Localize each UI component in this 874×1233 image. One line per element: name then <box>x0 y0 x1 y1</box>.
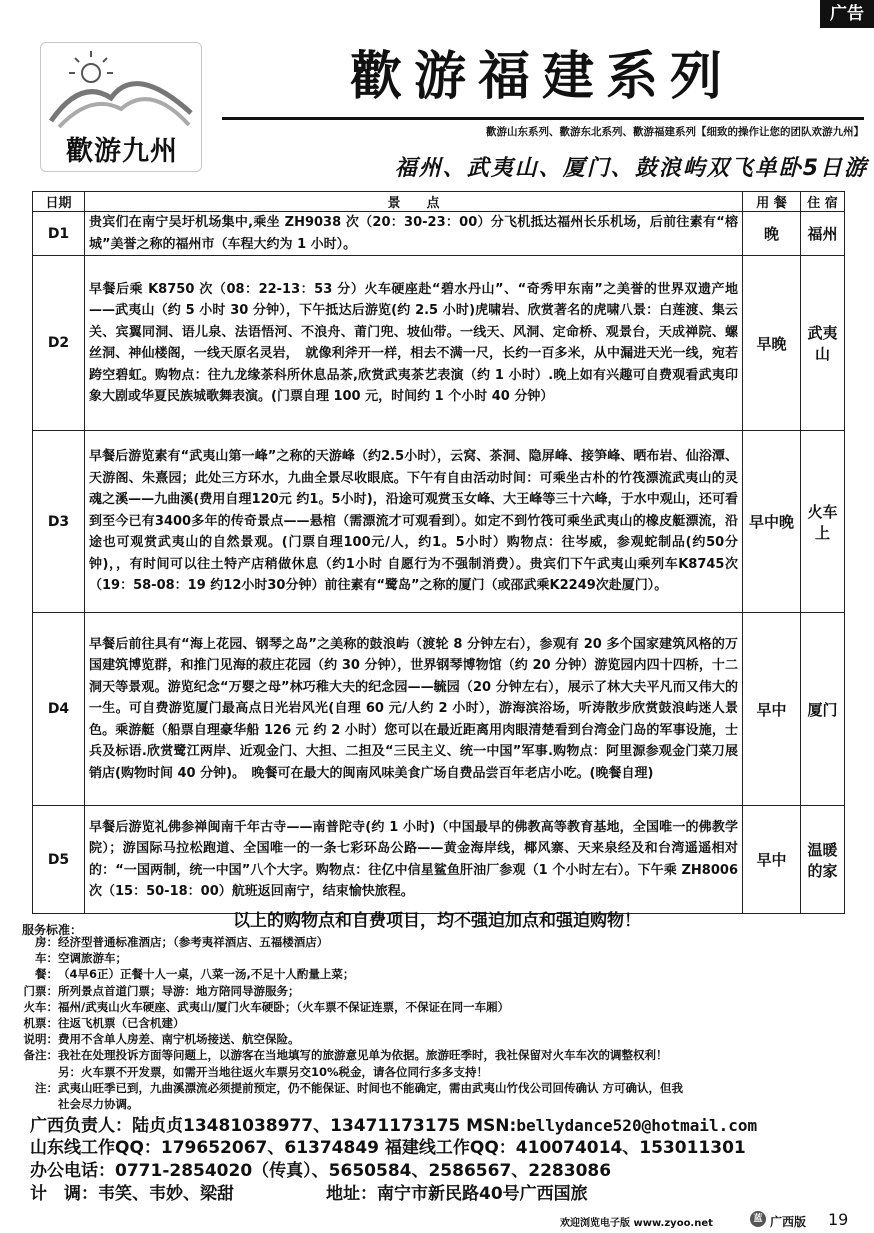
meals-cell: 早晚 <box>743 256 801 431</box>
service-item <box>18 1096 848 1112</box>
service-item <box>18 1031 848 1047</box>
service-text: 社会尽力协调。 <box>58 1096 139 1111</box>
service-text: 所列景点首道门票；导游：地方陪同导游服务； <box>58 983 300 998</box>
shopping-notice: 以上的购物点和自费项目，均不强迫加点和强迫购物！ <box>233 911 641 931</box>
day-cell: D4 <box>33 613 85 806</box>
table-row <box>33 212 845 256</box>
service-key: 餐： <box>35 967 58 982</box>
advertisement-label: 广告 <box>820 0 874 28</box>
service-key: 门票： <box>23 983 58 998</box>
itinerary-description: 早餐后前往具有“海上花园、钢琴之岛”之美称的鼓浪屿（渡轮 8 分钟左右），参观有 20 多个国家建筑风格的万国建筑博览群，和推门见海的菽庄花园（约 30 分钟），世界钢琴博物馆（约 20 分钟）游览园内四十四桥，十二洞天等景观。游览纪念“万婴之母”林巧稚大夫的纪念园——毓园（20 分钟左右），展示了林大夫平凡而又伟大的一生。可自费游览厦门最高点日光岩风光(自理 60 元/人约 2 小时），游海滨浴场，听涛散步欣赏鼓浪屿迷人景色。乘游艇（船票自理豪华船 126 元 约 2 小时）您可以在最近距离用肉眼清楚看到台湾金门岛的军事设施，士兵及标语.欣赏鹭江两岸、近观金门、大担、二担及“三民主义、统一中国”军事.购物点：阿里源参观金门菜刀展销店(购物时间 40 分钟)。 晚餐可在最大的闽南风味美食广场自费品尝百年老店小吃。(晚餐自理) <box>85 613 743 806</box>
header-sights: 景 点 <box>85 192 743 212</box>
service-key: 备注： <box>23 1048 58 1063</box>
mountain-sun-icon <box>41 43 201 133</box>
edition-label: 广西版 <box>770 1215 807 1229</box>
meals-cell: 早中晚 <box>743 431 801 613</box>
service-text: （4早6正）正餐十人一桌，八菜一汤,不足十人酌量上菜； <box>58 967 355 982</box>
service-item <box>18 999 848 1015</box>
logo-text: 歡游九州 <box>66 136 178 167</box>
service-list <box>18 934 848 1112</box>
table-row <box>33 431 845 613</box>
stay-cell: 火车上 <box>801 431 845 613</box>
series-tagline: 歡游山东系列、歡游东北系列、歡游福建系列【细致的操作让您的团队欢游九州】 <box>486 126 864 138</box>
contact-manager <box>30 1114 860 1137</box>
contact-staff-address <box>30 1183 860 1206</box>
day-cell: D3 <box>33 431 85 613</box>
header-stay: 住 宿 <box>801 192 845 212</box>
service-heading: 服务标准： <box>22 923 83 937</box>
service-text: 另：火车票不开发票，如需开当地往返火车票另交10%税金，请各位同行多多支持！ <box>58 1064 489 1079</box>
table-row <box>33 613 845 806</box>
table-row <box>33 256 845 431</box>
service-item <box>18 983 848 999</box>
service-key: 说明： <box>23 1032 58 1047</box>
stay-cell: 福州 <box>801 212 845 256</box>
day-cell: D5 <box>33 806 85 914</box>
service-item <box>18 950 848 966</box>
website-link[interactable]: 欢迎浏览电子版 www.zyoo.net <box>560 1218 713 1229</box>
staff-list: 计 调：韦笑、韦妙、梁甜 <box>30 1184 234 1204</box>
service-key: 注： <box>35 1080 58 1095</box>
service-text: 福州/武夷山火车硬座、武夷山/厦门火车硬卧；（火车票不保证连票，不保证在同一车厢） <box>58 999 510 1014</box>
contact-block <box>30 1114 860 1206</box>
itinerary-description: 早餐后乘 K8750 次（08：22-13：53 分）火车硬座赴“碧水丹山”、“奇秀甲东南”之美誉的世界双遗产地——武夷山（约 5 小时 30 分钟），下午抵达后游览(约 2.5 小时)虎啸岩、欣赏著名的虎啸八景：白莲渡、集云关、宾翼同洞、语儿泉、法语悟河、不浪舟、莆门兜、坡仙带。一线天、风洞、定命桥、观景台，天成禅院、螺丝洞、神仙楼阁，一线天原名灵岩， 就像利斧开一样，相去不满一尺，长约一百多米，从中漏进天光一线，宛若跨空碧虹。购物点：往九龙缘茶科所休息品茶,欣赏武夷茶艺表演（约 1 小时）.晚上如有兴趣可自费观看武夷印象大剧或华夏民族城歌舞表演。(门票自理 100 元，时间约 1 个小时 40 分钟） <box>85 256 743 431</box>
msn-email: bellydance520@hotmail.com <box>516 1116 758 1135</box>
meals-cell: 晚 <box>743 212 801 256</box>
header-day: 日期 <box>33 192 85 212</box>
itinerary-description: 贵宾们在南宁吴圩机场集中,乘坐 ZH9038 次（20：30-23：00）分飞机抵达福州长乐机场，后前往素有“榕城”美誉之称的福州市（车程大约为 1 小时）。 <box>85 212 743 256</box>
service-text: 武夷山旺季已到，九曲溪漂流必须提前预定，仍不能保证、时间也不能确定，需由武夷山竹伐公司回传确认 方可确认，但我 <box>58 1080 683 1095</box>
table-row <box>33 806 845 914</box>
page-number: 19 <box>828 1210 849 1229</box>
page-title: 歡游福建系列 <box>349 46 734 107</box>
day-cell: D2 <box>33 256 85 431</box>
route-title: 福州、武夷山、厦门、鼓浪屿双飞单卧5日游 <box>394 156 868 181</box>
service-text: 我社在处理投诉方面等问题上，以游客在当地填写的旅游意见单为依据。旅游旺季时，我社保留对火车车次的调整权利！ <box>58 1048 668 1063</box>
service-text: 费用不含单人房差、南宁机场接送、航空保险。 <box>58 1032 300 1047</box>
service-item <box>18 934 848 950</box>
stay-cell: 厦门 <box>801 613 845 806</box>
service-key: 车： <box>35 951 58 966</box>
table-header-row <box>33 192 845 212</box>
stay-cell: 武夷山 <box>801 256 845 431</box>
contact-qq: 山东线工作QQ：179652067、61374849 福建线工作QQ：410074014、153011301 <box>30 1138 746 1158</box>
address: 地址：南宁市新民路40号广西国旅 <box>326 1184 588 1204</box>
itinerary-table <box>32 191 845 914</box>
service-item <box>18 1080 848 1096</box>
title-divider <box>222 117 864 120</box>
service-item <box>18 1064 848 1080</box>
meals-cell: 早中 <box>743 806 801 914</box>
day-cell: D1 <box>33 212 85 256</box>
stay-cell: 温暖的家 <box>801 806 845 914</box>
meals-cell: 早中 <box>743 613 801 806</box>
contact-phone: 办公电话：0771-2854020（传真）、5650584、2586567、2283086 <box>30 1161 612 1181</box>
manager-label: 广西负责人：陆贞贞13481038977、13471173175 MSN: <box>30 1116 517 1136</box>
edition-badge-icon: 蓝 <box>750 1211 766 1227</box>
itinerary-description: 早餐后游览素有“武夷山第一峰”之称的天游峰（约2.5小时），云窝、茶洞、隐屏峰、接笋峰、晒布岩、仙浴潭、天游阁、朱熹园；此处三方环水，九曲全景尽收眼底。下午有自由活动时间：可乘坐古朴的竹筏漂流武夷山的灵魂之溪——九曲溪(费用自理120元 约1。5小时)，沿途可观赏玉女峰、大王峰等三十六峰，于水中观山，还可看到至今已有3400多年的传奇景点——悬棺（需漂流才可观看到）。如定不到竹筏可乘坐武夷山的橡皮艇漂流，沿途也可观赏武夷山的自然景观。(门票自理100元/人，约1。5小时）购物点：往岑威，参观蛇制品(约50分钟)，，有时间可以往土特产店稍做休息（约1小时 自愿行为不强制消费）。贵宾们下午武夷山乘列车K8745次（19：58-08：19 约12小时30分钟）前往素有“鹭岛”之称的厦门（或邵武乘K2249次赴厦门）。 <box>85 431 743 613</box>
service-text: 经济型普通标准酒店；（参考夷祥酒店、五福楼酒店） <box>58 935 329 949</box>
footer <box>560 1210 860 1230</box>
service-key: 房： <box>35 935 58 949</box>
service-text: 空调旅游车； <box>58 951 127 966</box>
itinerary-description: 早餐后游览礼佛参禅闽南千年古寺——南普陀寺(约 1 小时)（中国最早的佛教高等教育基地，全国唯一的佛教学院）；游国际马拉松跑道、全国唯一的一条七彩环岛公路——黄金海岸线，椰风寨、天来泉经及和台湾遥遥相对的：“一国两制，统一中国”八个大字。购物点：往亿中信星鲨鱼肝油厂参观（1 个小时左右）。下午乘 ZH8006 次（15：50-18：00）航班返回南宁，结束愉快旅程。 <box>85 806 743 914</box>
service-text: 往返飞机票（已含机建） <box>58 1015 185 1030</box>
service-item <box>18 1015 848 1031</box>
company-logo <box>40 42 202 172</box>
header-meals: 用 餐 <box>743 192 801 212</box>
service-item <box>18 966 848 982</box>
service-key: 火车： <box>23 999 58 1014</box>
service-item <box>18 1047 848 1063</box>
service-key: 机票： <box>23 1015 58 1030</box>
